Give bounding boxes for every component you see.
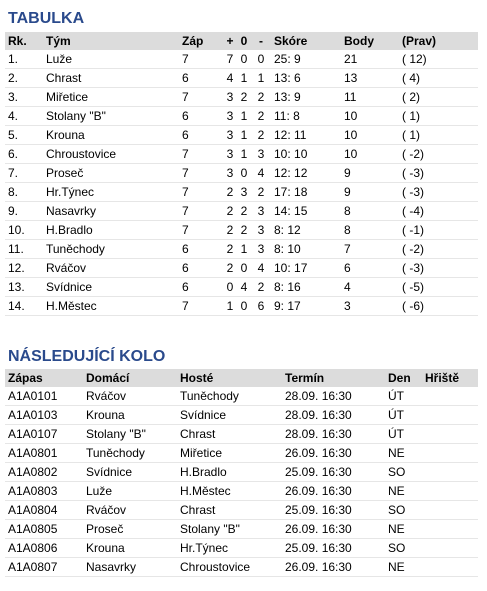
cell-points: 13 bbox=[341, 69, 399, 88]
cell-home: Krouna bbox=[83, 406, 177, 425]
cell-date: 26.09. 16:30 bbox=[282, 520, 385, 539]
cell-wins: 4 bbox=[223, 69, 237, 88]
cell-rank: 6. bbox=[5, 145, 43, 164]
cell-team: Luže bbox=[43, 50, 179, 69]
cell-score: 17: 18 bbox=[271, 183, 341, 202]
cell-draws: 0 bbox=[237, 164, 251, 183]
cell-match: A1A0802 bbox=[5, 463, 83, 482]
cell-team: Miřetice bbox=[43, 88, 179, 107]
cell-home: Krouna bbox=[83, 539, 177, 558]
cell-played: 6 bbox=[179, 278, 223, 297]
cell-points: 10 bbox=[341, 107, 399, 126]
cell-truth: ( -6) bbox=[399, 297, 478, 316]
cell-score: 9: 17 bbox=[271, 297, 341, 316]
cell-away: Svídnice bbox=[177, 406, 282, 425]
table-row bbox=[5, 88, 478, 107]
cell-played: 6 bbox=[179, 107, 223, 126]
cell-losses: 3 bbox=[251, 240, 271, 259]
cell-match: A1A0803 bbox=[5, 482, 83, 501]
cell-rank: 1. bbox=[5, 50, 43, 69]
cell-date: 25.09. 16:30 bbox=[282, 463, 385, 482]
table-row bbox=[5, 297, 478, 316]
cell-rank: 4. bbox=[5, 107, 43, 126]
cell-date: 28.09. 16:30 bbox=[282, 406, 385, 425]
cell-losses: 6 bbox=[251, 297, 271, 316]
cell-points: 10 bbox=[341, 126, 399, 145]
standings-header-row bbox=[5, 32, 478, 50]
table-row bbox=[5, 183, 478, 202]
cell-played: 6 bbox=[179, 240, 223, 259]
cell-draws: 1 bbox=[237, 107, 251, 126]
cell-truth: ( 4) bbox=[399, 69, 478, 88]
cell-played: 7 bbox=[179, 221, 223, 240]
cell-team: Chroustovice bbox=[43, 145, 179, 164]
cell-truth: ( -3) bbox=[399, 259, 478, 278]
cell-venue bbox=[422, 406, 478, 425]
cell-score: 10: 10 bbox=[271, 145, 341, 164]
cell-points: 11 bbox=[341, 88, 399, 107]
cell-rank: 11. bbox=[5, 240, 43, 259]
table-row bbox=[5, 482, 478, 501]
cell-played: 6 bbox=[179, 126, 223, 145]
cell-team: Proseč bbox=[43, 164, 179, 183]
cell-rank: 2. bbox=[5, 69, 43, 88]
cell-away: Chroustovice bbox=[177, 558, 282, 577]
cell-away: Miřetice bbox=[177, 444, 282, 463]
cell-losses: 3 bbox=[251, 145, 271, 164]
cell-day: NE bbox=[385, 558, 422, 577]
cell-wins: 1 bbox=[223, 297, 237, 316]
cell-wins: 3 bbox=[223, 164, 237, 183]
cell-score: 25: 9 bbox=[271, 50, 341, 69]
col-rank: Rk. bbox=[5, 32, 43, 50]
table-row bbox=[5, 539, 478, 558]
cell-day: SO bbox=[385, 539, 422, 558]
table-row bbox=[5, 259, 478, 278]
cell-played: 7 bbox=[179, 183, 223, 202]
cell-match: A1A0806 bbox=[5, 539, 83, 558]
cell-wins: 3 bbox=[223, 126, 237, 145]
cell-away: H.Městec bbox=[177, 482, 282, 501]
cell-rank: 5. bbox=[5, 126, 43, 145]
table-row bbox=[5, 463, 478, 482]
cell-score: 12: 11 bbox=[271, 126, 341, 145]
cell-venue bbox=[422, 463, 478, 482]
cell-match: A1A0101 bbox=[5, 387, 83, 406]
cell-date: 26.09. 16:30 bbox=[282, 444, 385, 463]
cell-score: 11: 8 bbox=[271, 107, 341, 126]
table-row bbox=[5, 145, 478, 164]
cell-draws: 0 bbox=[237, 297, 251, 316]
cell-match: A1A0804 bbox=[5, 501, 83, 520]
col-day: Den bbox=[385, 369, 422, 387]
col-venue: Hřiště bbox=[422, 369, 478, 387]
cell-rank: 13. bbox=[5, 278, 43, 297]
cell-draws: 3 bbox=[237, 183, 251, 202]
cell-losses: 0 bbox=[251, 50, 271, 69]
cell-venue bbox=[422, 501, 478, 520]
cell-losses: 2 bbox=[251, 88, 271, 107]
cell-draws: 4 bbox=[237, 278, 251, 297]
cell-day: ÚT bbox=[385, 425, 422, 444]
col-truth: (Prav) bbox=[399, 32, 478, 50]
cell-away: Tuněchody bbox=[177, 387, 282, 406]
table-row bbox=[5, 444, 478, 463]
cell-day: ÚT bbox=[385, 406, 422, 425]
cell-losses: 3 bbox=[251, 202, 271, 221]
cell-played: 7 bbox=[179, 164, 223, 183]
table-row bbox=[5, 278, 478, 297]
cell-team: Tuněchody bbox=[43, 240, 179, 259]
cell-truth: ( 1) bbox=[399, 107, 478, 126]
cell-points: 6 bbox=[341, 259, 399, 278]
table-row bbox=[5, 387, 478, 406]
col-home: Domácí bbox=[83, 369, 177, 387]
table-row bbox=[5, 406, 478, 425]
cell-draws: 1 bbox=[237, 126, 251, 145]
cell-date: 28.09. 16:30 bbox=[282, 387, 385, 406]
cell-score: 8: 12 bbox=[271, 221, 341, 240]
cell-points: 8 bbox=[341, 202, 399, 221]
cell-wins: 2 bbox=[223, 202, 237, 221]
cell-losses: 4 bbox=[251, 164, 271, 183]
cell-match: A1A0807 bbox=[5, 558, 83, 577]
cell-date: 28.09. 16:30 bbox=[282, 425, 385, 444]
cell-venue bbox=[422, 482, 478, 501]
cell-wins: 7 bbox=[223, 50, 237, 69]
cell-played: 6 bbox=[179, 69, 223, 88]
cell-team: H.Městec bbox=[43, 297, 179, 316]
cell-score: 12: 12 bbox=[271, 164, 341, 183]
table-row bbox=[5, 558, 478, 577]
col-points: Body bbox=[341, 32, 399, 50]
cell-draws: 2 bbox=[237, 221, 251, 240]
cell-wins: 0 bbox=[223, 278, 237, 297]
cell-day: NE bbox=[385, 482, 422, 501]
table-row bbox=[5, 520, 478, 539]
cell-score: 8: 10 bbox=[271, 240, 341, 259]
cell-points: 7 bbox=[341, 240, 399, 259]
cell-rank: 8. bbox=[5, 183, 43, 202]
col-draws: 0 bbox=[237, 32, 251, 50]
cell-truth: ( -1) bbox=[399, 221, 478, 240]
cell-venue bbox=[422, 520, 478, 539]
cell-played: 7 bbox=[179, 297, 223, 316]
cell-home: Nasavrky bbox=[83, 558, 177, 577]
cell-losses: 1 bbox=[251, 69, 271, 88]
cell-rank: 9. bbox=[5, 202, 43, 221]
col-team: Tým bbox=[43, 32, 179, 50]
cell-draws: 1 bbox=[237, 145, 251, 164]
col-wins: + bbox=[223, 32, 237, 50]
cell-day: SO bbox=[385, 501, 422, 520]
cell-losses: 4 bbox=[251, 259, 271, 278]
cell-date: 25.09. 16:30 bbox=[282, 539, 385, 558]
cell-match: A1A0107 bbox=[5, 425, 83, 444]
cell-date: 25.09. 16:30 bbox=[282, 501, 385, 520]
cell-rank: 7. bbox=[5, 164, 43, 183]
col-away: Hosté bbox=[177, 369, 282, 387]
cell-team: Rváčov bbox=[43, 259, 179, 278]
table-row bbox=[5, 221, 478, 240]
cell-losses: 2 bbox=[251, 278, 271, 297]
table-row bbox=[5, 501, 478, 520]
cell-truth: ( -2) bbox=[399, 240, 478, 259]
cell-match: A1A0805 bbox=[5, 520, 83, 539]
cell-wins: 2 bbox=[223, 183, 237, 202]
cell-truth: ( -2) bbox=[399, 145, 478, 164]
cell-draws: 1 bbox=[237, 69, 251, 88]
table-row bbox=[5, 425, 478, 444]
cell-team: H.Bradlo bbox=[43, 221, 179, 240]
cell-away: Stolany "B" bbox=[177, 520, 282, 539]
cell-draws: 0 bbox=[237, 50, 251, 69]
table-row bbox=[5, 164, 478, 183]
cell-played: 7 bbox=[179, 202, 223, 221]
cell-truth: ( 12) bbox=[399, 50, 478, 69]
cell-home: Rváčov bbox=[83, 501, 177, 520]
cell-day: SO bbox=[385, 463, 422, 482]
cell-home: Svídnice bbox=[83, 463, 177, 482]
cell-played: 7 bbox=[179, 88, 223, 107]
cell-losses: 2 bbox=[251, 107, 271, 126]
cell-team: Nasavrky bbox=[43, 202, 179, 221]
cell-away: Chrast bbox=[177, 425, 282, 444]
cell-points: 21 bbox=[341, 50, 399, 69]
cell-losses: 2 bbox=[251, 126, 271, 145]
cell-home: Rváčov bbox=[83, 387, 177, 406]
cell-date: 26.09. 16:30 bbox=[282, 558, 385, 577]
cell-draws: 1 bbox=[237, 240, 251, 259]
cell-played: 7 bbox=[179, 50, 223, 69]
standings-title: TABULKA bbox=[8, 10, 85, 27]
cell-points: 9 bbox=[341, 183, 399, 202]
cell-draws: 0 bbox=[237, 259, 251, 278]
cell-score: 14: 15 bbox=[271, 202, 341, 221]
cell-score: 13: 6 bbox=[271, 69, 341, 88]
cell-losses: 2 bbox=[251, 183, 271, 202]
cell-match: A1A0103 bbox=[5, 406, 83, 425]
col-losses: - bbox=[251, 32, 271, 50]
table-row bbox=[5, 240, 478, 259]
cell-date: 26.09. 16:30 bbox=[282, 482, 385, 501]
table-row bbox=[5, 126, 478, 145]
cell-rank: 10. bbox=[5, 221, 43, 240]
cell-truth: ( -4) bbox=[399, 202, 478, 221]
cell-truth: ( -5) bbox=[399, 278, 478, 297]
cell-rank: 14. bbox=[5, 297, 43, 316]
cell-venue bbox=[422, 558, 478, 577]
col-match: Zápas bbox=[5, 369, 83, 387]
cell-home: Tuněchody bbox=[83, 444, 177, 463]
cell-rank: 3. bbox=[5, 88, 43, 107]
cell-venue bbox=[422, 444, 478, 463]
cell-points: 10 bbox=[341, 145, 399, 164]
cell-points: 9 bbox=[341, 164, 399, 183]
cell-rank: 12. bbox=[5, 259, 43, 278]
cell-truth: ( -3) bbox=[399, 164, 478, 183]
cell-home: Proseč bbox=[83, 520, 177, 539]
cell-team: Stolany "B" bbox=[43, 107, 179, 126]
cell-venue bbox=[422, 425, 478, 444]
cell-wins: 2 bbox=[223, 221, 237, 240]
col-score: Skóre bbox=[271, 32, 341, 50]
cell-day: ÚT bbox=[385, 387, 422, 406]
cell-venue bbox=[422, 539, 478, 558]
col-played: Záp bbox=[179, 32, 223, 50]
cell-away: Hr.Týnec bbox=[177, 539, 282, 558]
cell-home: Stolany "B" bbox=[83, 425, 177, 444]
cell-played: 6 bbox=[179, 259, 223, 278]
col-date: Termín bbox=[282, 369, 385, 387]
standings-table bbox=[5, 32, 478, 316]
fixtures-table bbox=[5, 369, 478, 577]
cell-score: 10: 17 bbox=[271, 259, 341, 278]
cell-match: A1A0801 bbox=[5, 444, 83, 463]
cell-draws: 2 bbox=[237, 88, 251, 107]
table-row bbox=[5, 202, 478, 221]
cell-wins: 2 bbox=[223, 240, 237, 259]
cell-truth: ( -3) bbox=[399, 183, 478, 202]
cell-team: Krouna bbox=[43, 126, 179, 145]
cell-venue bbox=[422, 387, 478, 406]
cell-played: 7 bbox=[179, 145, 223, 164]
cell-day: NE bbox=[385, 520, 422, 539]
cell-points: 8 bbox=[341, 221, 399, 240]
table-row bbox=[5, 69, 478, 88]
fixtures-header-row bbox=[5, 369, 478, 387]
cell-away: H.Bradlo bbox=[177, 463, 282, 482]
cell-draws: 2 bbox=[237, 202, 251, 221]
cell-away: Chrast bbox=[177, 501, 282, 520]
cell-wins: 3 bbox=[223, 107, 237, 126]
cell-score: 8: 16 bbox=[271, 278, 341, 297]
cell-points: 4 bbox=[341, 278, 399, 297]
fixtures-title: NÁSLEDUJÍCÍ KOLO bbox=[8, 348, 166, 365]
cell-team: Svídnice bbox=[43, 278, 179, 297]
cell-home: Luže bbox=[83, 482, 177, 501]
cell-day: NE bbox=[385, 444, 422, 463]
cell-points: 3 bbox=[341, 297, 399, 316]
cell-score: 13: 9 bbox=[271, 88, 341, 107]
cell-truth: ( 1) bbox=[399, 126, 478, 145]
cell-wins: 3 bbox=[223, 145, 237, 164]
cell-team: Chrast bbox=[43, 69, 179, 88]
cell-wins: 3 bbox=[223, 88, 237, 107]
table-row bbox=[5, 50, 478, 69]
cell-truth: ( 2) bbox=[399, 88, 478, 107]
table-row bbox=[5, 107, 478, 126]
cell-losses: 3 bbox=[251, 221, 271, 240]
cell-team: Hr.Týnec bbox=[43, 183, 179, 202]
cell-wins: 2 bbox=[223, 259, 237, 278]
